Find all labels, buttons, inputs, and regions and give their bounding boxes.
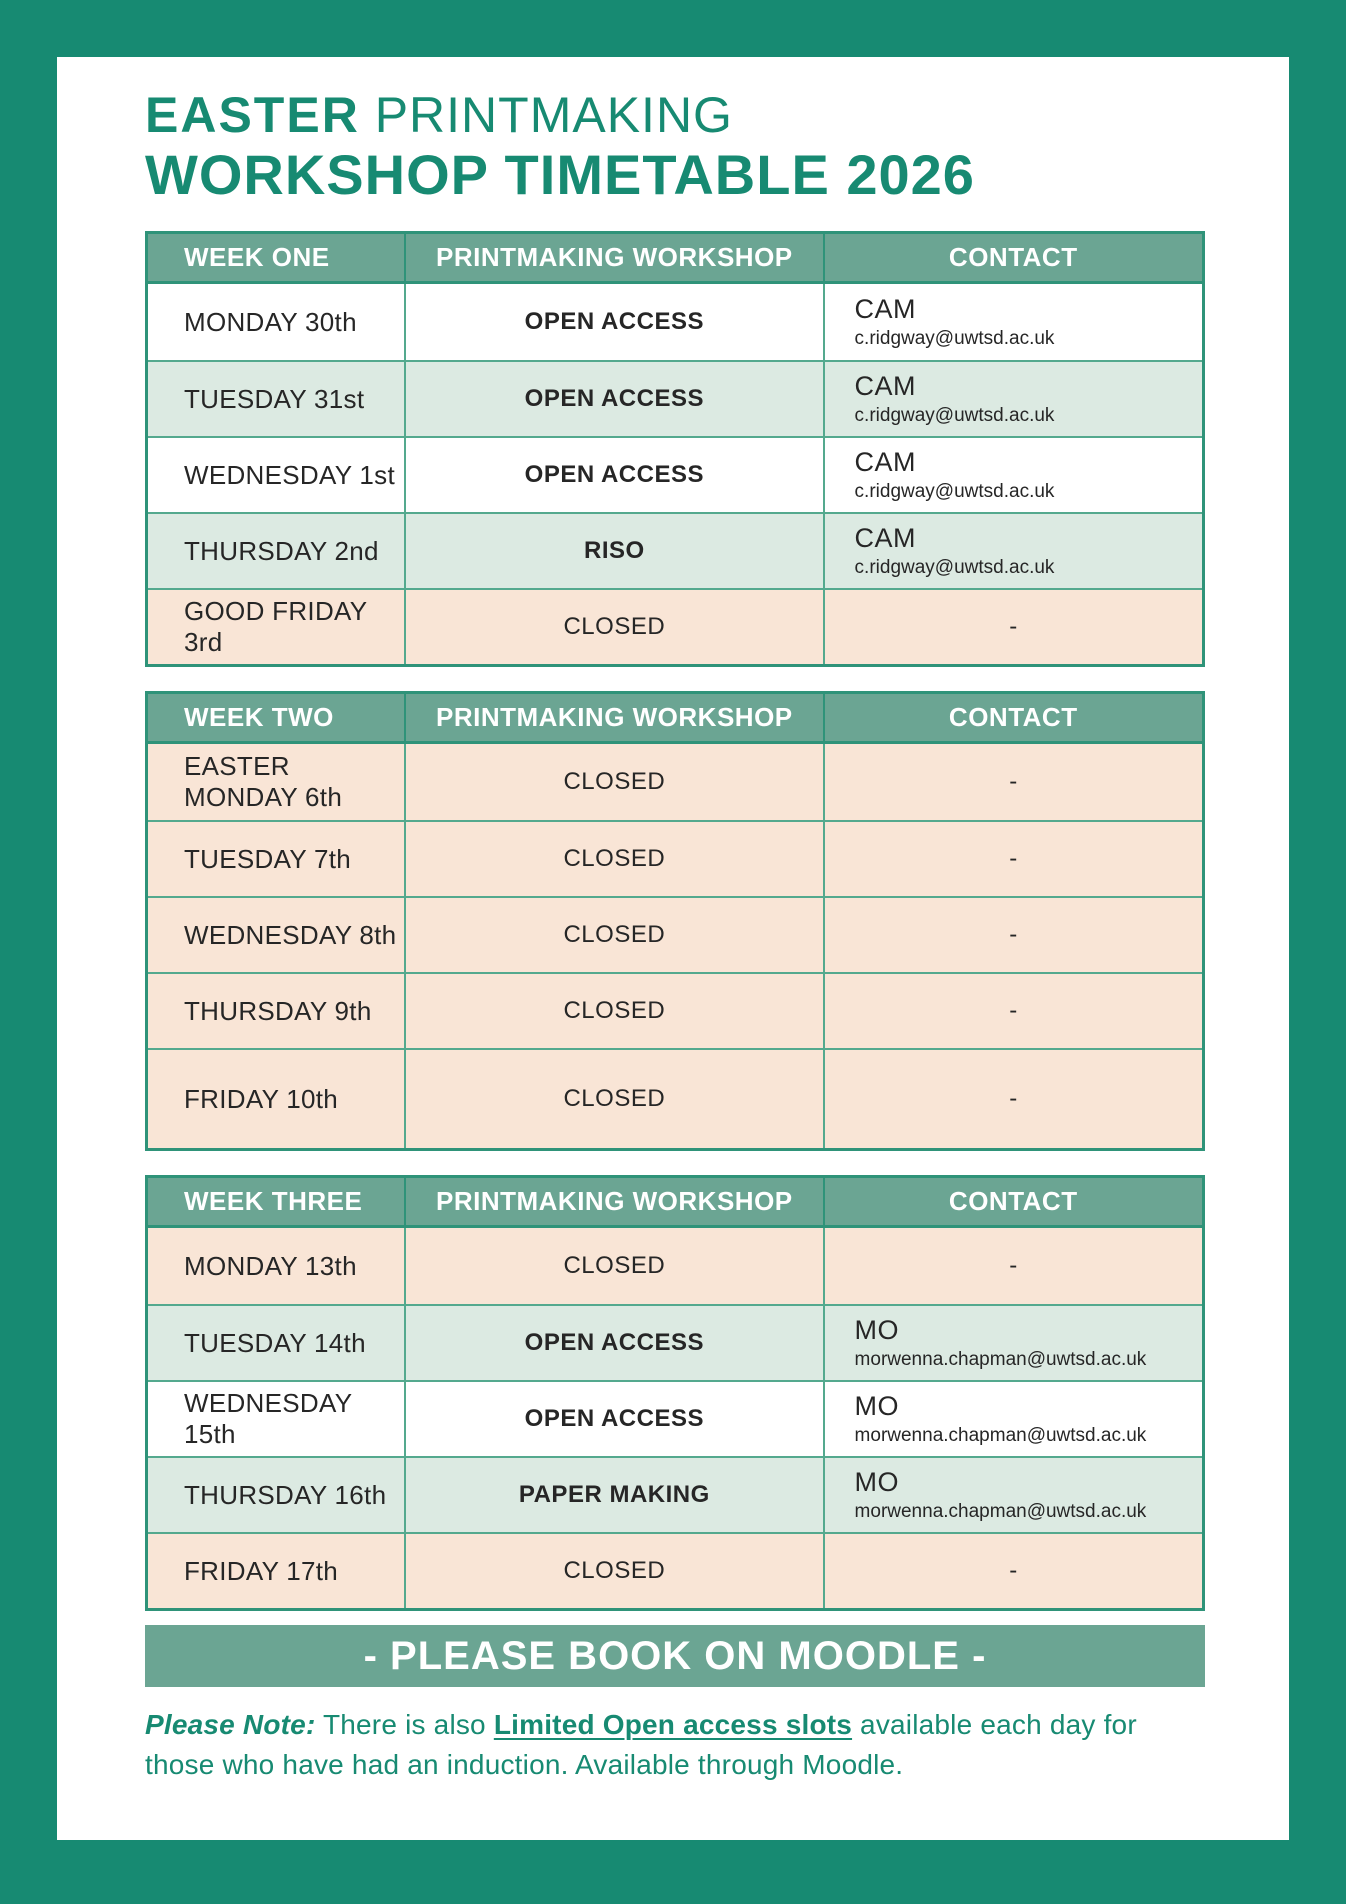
table-row <box>148 360 1202 436</box>
workshop-cell: OPEN ACCESS <box>404 1382 822 1456</box>
contact-dash <box>825 284 1202 360</box>
contact-dash: - <box>1009 997 1018 1024</box>
contact-cell <box>823 1050 1202 1148</box>
contact-dash <box>825 1458 1202 1532</box>
contact-cell <box>823 1382 1202 1456</box>
footnote-text-1: There is also <box>315 1709 494 1740</box>
workshop-cell: CLOSED <box>404 1534 822 1608</box>
day-cell: THURSDAY 9th <box>184 995 372 1026</box>
footnote-prefix: Please Note: <box>145 1709 316 1740</box>
contact-cell <box>823 514 1202 588</box>
contact-dash <box>825 1306 1202 1380</box>
table-row <box>148 1304 1202 1380</box>
day-cell: TUESDAY 7th <box>184 843 352 874</box>
title-printmaking: PRINTMAKING <box>359 87 733 143</box>
column-header-contact: CONTACT <box>823 1178 1202 1225</box>
footnote <box>145 1705 1205 1785</box>
week-three-table <box>145 1175 1205 1611</box>
contact-cell <box>823 744 1202 820</box>
week-one-header-row <box>148 234 1202 284</box>
table-row <box>148 1048 1202 1148</box>
contact-dash <box>825 362 1202 436</box>
workshop-cell: OPEN ACCESS <box>404 284 822 360</box>
workshop-cell: OPEN ACCESS <box>404 1306 822 1380</box>
contact-cell <box>823 898 1202 972</box>
day-cell: MONDAY 30th <box>184 306 357 337</box>
column-header-week: WEEK TWO <box>184 702 334 732</box>
contact-dash: - <box>1009 1557 1018 1584</box>
table-row <box>148 744 1202 820</box>
workshop-cell: PAPER MAKING <box>404 1458 822 1532</box>
contact-cell <box>823 362 1202 436</box>
contact-dash: - <box>1009 845 1018 872</box>
title-easter: EASTER <box>145 87 360 143</box>
day-cell: TUESDAY 14th <box>184 1327 366 1358</box>
title-line-2: WORKSHOP TIMETABLE 2026 <box>145 143 975 206</box>
column-header-week: WEEK THREE <box>184 1186 363 1216</box>
day-cell: WEDNESDAY 8th <box>184 919 397 950</box>
contact-cell <box>823 284 1202 360</box>
contact-email: morwenna.chapman@uwtsd.ac.uk <box>854 1501 1147 1522</box>
workshop-cell: CLOSED <box>404 744 822 820</box>
day-cell: GOOD FRIDAY 3rd <box>184 596 367 657</box>
workshop-cell: RISO <box>404 514 822 588</box>
day-cell: WEDNESDAY 1st <box>184 459 395 490</box>
footnote-text-2: available each day for those who have had an induction. Available through Moodle. <box>145 1709 1137 1780</box>
contact-name: CAM <box>854 523 917 553</box>
page-content <box>57 57 1289 1840</box>
contact-email: c.ridgway@uwtsd.ac.uk <box>854 557 1055 578</box>
contact-dash: - <box>1009 1085 1018 1112</box>
contact-name: CAM <box>854 294 917 324</box>
contact-dash: - <box>1009 921 1018 948</box>
contact-cell <box>823 1534 1202 1608</box>
column-header-contact: CONTACT <box>823 694 1202 741</box>
contact-cell <box>823 1458 1202 1532</box>
contact-email: c.ridgway@uwtsd.ac.uk <box>854 328 1055 349</box>
day-cell: TUESDAY 31st <box>184 383 365 414</box>
workshop-cell: OPEN ACCESS <box>404 438 822 512</box>
contact-cell <box>823 590 1202 664</box>
contact-cell <box>823 974 1202 1048</box>
day-cell: THURSDAY 2nd <box>184 535 379 566</box>
page-title <box>145 87 1205 207</box>
table-row <box>148 284 1202 360</box>
book-on-moodle-banner: - PLEASE BOOK ON MOODLE - <box>145 1625 1205 1687</box>
table-row <box>148 896 1202 972</box>
day-cell: FRIDAY 17th <box>184 1555 339 1586</box>
table-row <box>148 512 1202 588</box>
contact-cell <box>823 1306 1202 1380</box>
contact-name: MO <box>854 1391 900 1421</box>
table-row <box>148 436 1202 512</box>
table-row <box>148 1380 1202 1456</box>
table-row <box>148 820 1202 896</box>
contact-email: morwenna.chapman@uwtsd.ac.uk <box>854 1425 1147 1446</box>
workshop-cell: CLOSED <box>404 974 822 1048</box>
contact-cell <box>823 438 1202 512</box>
workshop-cell: CLOSED <box>404 1228 822 1304</box>
column-header-week: WEEK ONE <box>184 242 330 272</box>
table-row <box>148 1532 1202 1608</box>
contact-dash: - <box>1009 613 1018 640</box>
contact-dash <box>825 438 1202 512</box>
day-cell: WEDNESDAY 15th <box>184 1388 352 1449</box>
contact-cell <box>823 1228 1202 1304</box>
title-line-1 <box>145 87 1205 143</box>
contact-dash: - <box>1009 1252 1018 1279</box>
footnote-underlined-text: Limited Open access slots <box>493 1709 853 1740</box>
contact-dash: - <box>1009 768 1018 795</box>
contact-email: morwenna.chapman@uwtsd.ac.uk <box>854 1349 1147 1370</box>
week-three-header-row <box>148 1178 1202 1228</box>
workshop-cell: OPEN ACCESS <box>404 362 822 436</box>
day-cell: MONDAY 13th <box>184 1250 357 1281</box>
contact-name: CAM <box>854 371 917 401</box>
contact-name: MO <box>854 1467 900 1497</box>
contact-email: c.ridgway@uwtsd.ac.uk <box>854 481 1055 502</box>
week-two-header-row <box>148 694 1202 744</box>
workshop-cell: CLOSED <box>404 822 822 896</box>
column-header-workshop: PRINTMAKING WORKSHOP <box>404 234 822 281</box>
table-row <box>148 1456 1202 1532</box>
day-cell: EASTER MONDAY 6th <box>184 751 343 812</box>
workshop-cell: CLOSED <box>404 1050 822 1148</box>
week-two-table <box>145 691 1205 1151</box>
contact-name: MO <box>854 1315 900 1345</box>
table-row <box>148 1228 1202 1304</box>
workshop-cell: CLOSED <box>404 898 822 972</box>
workshop-cell: CLOSED <box>404 590 822 664</box>
contact-email: c.ridgway@uwtsd.ac.uk <box>854 405 1055 426</box>
contact-dash <box>825 514 1202 588</box>
contact-dash <box>825 1382 1202 1456</box>
week-one-table <box>145 231 1205 667</box>
day-cell: FRIDAY 10th <box>184 1083 339 1114</box>
table-row <box>148 972 1202 1048</box>
contact-name: CAM <box>854 447 917 477</box>
column-header-workshop: PRINTMAKING WORKSHOP <box>404 1178 822 1225</box>
day-cell: THURSDAY 16th <box>184 1479 387 1510</box>
column-header-workshop: PRINTMAKING WORKSHOP <box>404 694 822 741</box>
contact-cell <box>823 822 1202 896</box>
column-header-contact: CONTACT <box>823 234 1202 281</box>
table-row <box>148 588 1202 664</box>
